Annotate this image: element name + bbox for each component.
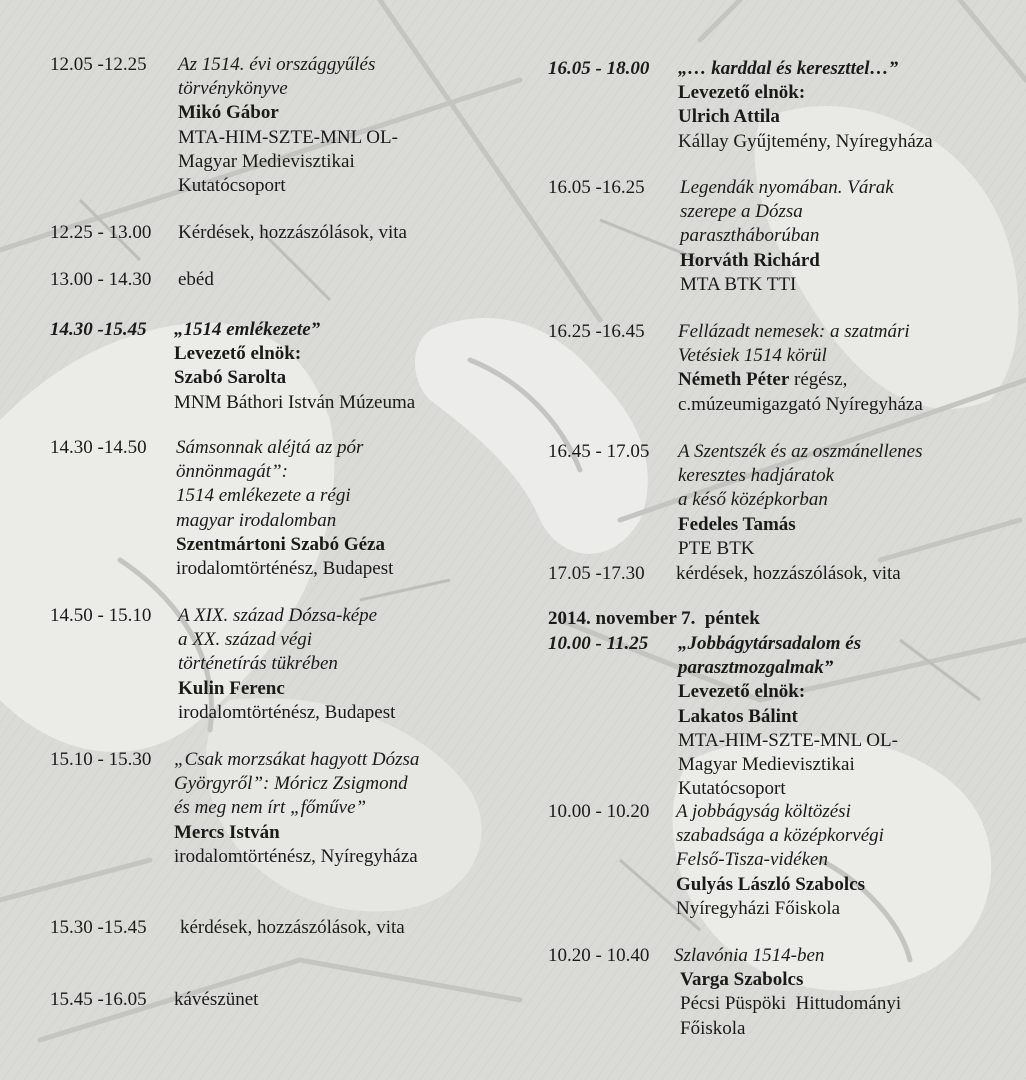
speaker-name: Varga Szabolcs: [680, 969, 804, 991]
affiliation: PTE BTK: [678, 537, 755, 559]
time: 15.30 -15.45: [50, 917, 147, 938]
talk-title: 1514 emlékezete a régi: [176, 485, 351, 507]
affiliation: MTA-HIM-SZTE-MNL OL-: [178, 126, 398, 148]
talk-title: történetírás tükrében: [178, 653, 338, 675]
chair-label: Levezető elnök:: [678, 681, 806, 703]
time: 10.20 - 10.40: [548, 945, 650, 966]
chair-name: Szabó Sarolta: [174, 367, 287, 389]
affiliation: MTA BTK TTI: [680, 273, 797, 295]
talk-title: Vetésiek 1514 körül: [678, 345, 827, 367]
section-title: „1514 emlékezete”: [174, 319, 321, 340]
speaker-name: Németh Péter: [678, 369, 790, 391]
time: 10.00 - 11.25: [548, 633, 649, 654]
speaker-name: Mercs István: [174, 821, 280, 843]
talk-title: és meg nem írt „főműve”: [174, 797, 367, 819]
time: 13.00 - 14.30: [50, 269, 152, 290]
talk-title: Szlavónia 1514-ben: [674, 945, 825, 966]
time: 14.30 -15.45: [50, 319, 147, 340]
time: 17.05 -17.30: [548, 563, 645, 584]
day-heading: 2014. november 7. péntek: [548, 608, 760, 629]
speaker-name: Mikó Gábor: [178, 102, 279, 124]
talk-title: Sámsonnak aléjtá az pór: [176, 437, 364, 458]
affiliation: irodalomtörténész, Budapest: [178, 701, 396, 723]
speaker-name: Fedeles Tamás: [678, 513, 796, 535]
session-text: kérdések, hozzászólások, vita: [180, 917, 405, 938]
time: 15.10 - 15.30: [50, 749, 152, 770]
speaker-name: Gulyás László Szabolcs: [676, 873, 865, 895]
talk-title: parasztháborúban: [680, 225, 820, 247]
time: 16.05 -16.25: [548, 177, 645, 198]
talk-title: a XX. század végi: [178, 629, 313, 651]
talk-title: Fellázadt nemesek: a szatmári: [678, 321, 910, 342]
affiliation: Kutatócsoport: [678, 778, 786, 800]
talk-title: szabadsága a középkorvégi: [676, 825, 884, 847]
affiliation: Nyíregyházi Főiskola: [676, 897, 841, 919]
talk-title: Az 1514. évi országgyűlés: [178, 54, 376, 75]
talk-title: szerepe a Dózsa: [680, 201, 803, 223]
section-title: „… karddal és kereszttel…”: [678, 58, 899, 79]
affiliation: Főiskola: [680, 1017, 746, 1039]
chair-label: Levezető elnök:: [174, 343, 302, 365]
time: 12.25 - 13.00: [50, 222, 152, 243]
affiliation: MTA-HIM-SZTE-MNL OL-: [678, 729, 898, 751]
speaker-name: Szentmártoni Szabó Géza: [176, 533, 385, 555]
talk-title: A jobbágyság költözési: [676, 801, 851, 822]
session-text: Kérdések, hozzászólások, vita: [178, 222, 407, 243]
speaker-name: Kulin Ferenc: [178, 677, 285, 699]
affiliation: irodalomtörténész, Budapest: [176, 558, 394, 580]
time: 16.45 - 17.05: [548, 441, 650, 462]
time: 14.50 - 15.10: [50, 605, 152, 626]
section-title: parasztmozgalmak”: [678, 657, 834, 679]
time: 16.05 - 18.00: [548, 58, 650, 79]
session-text: ebéd: [178, 269, 214, 290]
talk-title: Legendák nyomában. Várak: [680, 177, 894, 198]
session-text: kávészünet: [174, 989, 259, 1010]
talk-title: Felső-Tisza-vidéken: [676, 849, 828, 871]
chair-name: Ulrich Attila: [678, 106, 780, 128]
time: 10.00 - 10.20: [548, 801, 650, 822]
affiliation: irodalomtörténész, Nyíregyháza: [174, 845, 418, 867]
affiliation: c.múzeumigazgató Nyíregyháza: [678, 393, 923, 415]
affiliation: MNM Báthori István Múzeuma: [174, 391, 416, 413]
talk-title: a késő középkorban: [678, 489, 828, 511]
time: 15.45 -16.05: [50, 989, 147, 1010]
chair-name: Lakatos Bálint: [678, 705, 798, 727]
time: 12.05 -12.25: [50, 54, 147, 75]
affiliation: Magyar Medievisztikai: [678, 754, 855, 776]
talk-title: „Csak morzsákat hagyott Dózsa: [174, 749, 420, 770]
speaker-role: régész,: [789, 369, 848, 391]
talk-title: A Szentszék és az oszmánellenes: [678, 441, 923, 462]
section-title: „Jobbágytársadalom és: [678, 633, 862, 654]
affiliation: Pécsi Püspöki Hittudományi: [680, 993, 902, 1015]
time: 14.30 -14.50: [50, 437, 147, 458]
session-text: kérdések, hozzászólások, vita: [676, 563, 901, 584]
talk-title: magyar irodalomban: [176, 509, 337, 531]
talk-title: törvénykönyve: [178, 78, 288, 100]
affiliation: Kutatócsoport: [178, 175, 286, 197]
affiliation: Magyar Medievisztikai: [178, 150, 355, 172]
talk-title: keresztes hadjáratok: [678, 465, 835, 487]
time: 16.25 -16.45: [548, 321, 645, 342]
chair-label: Levezető elnök:: [678, 82, 806, 104]
talk-title: önnönmagát”:: [176, 461, 288, 483]
speaker-name: Horváth Richárd: [680, 249, 820, 271]
affiliation: Kállay Gyűjtemény, Nyíregyháza: [678, 130, 933, 152]
talk-title: A XIX. század Dózsa-képe: [178, 605, 378, 626]
talk-title: Györgyről”: Móricz Zsigmond: [174, 773, 408, 795]
